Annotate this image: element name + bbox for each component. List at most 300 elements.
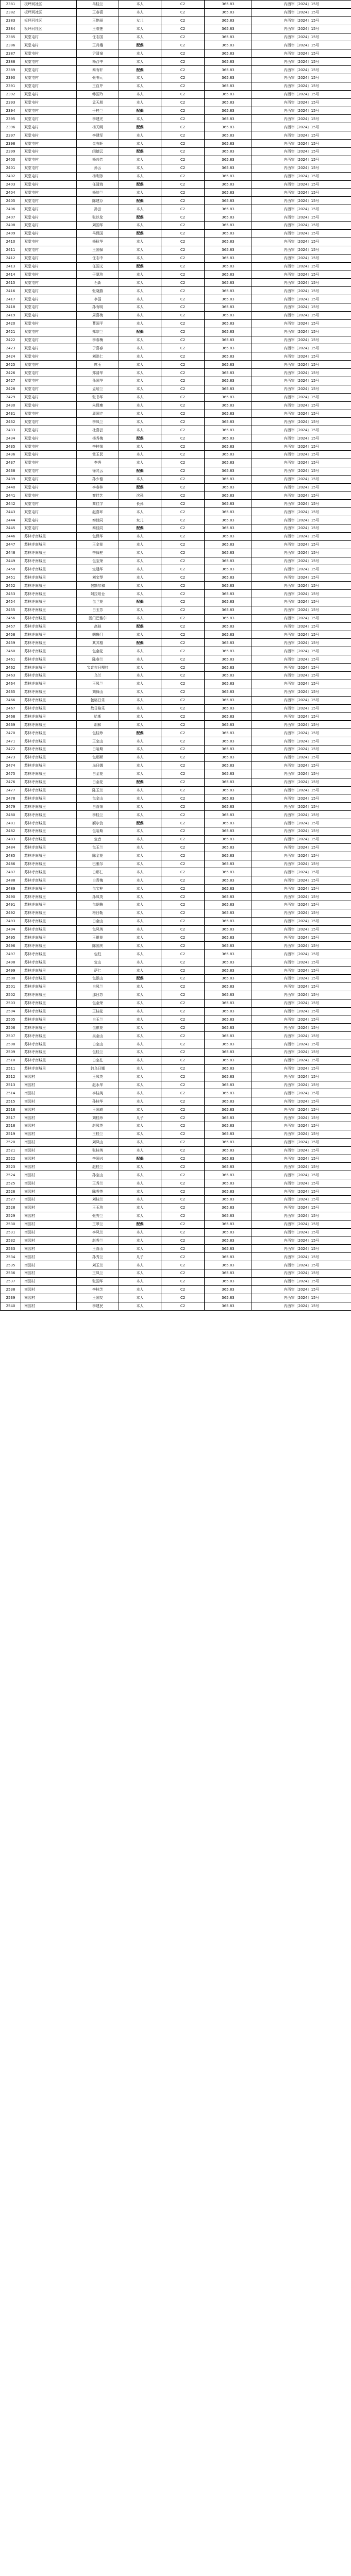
category-cell: C2	[161, 508, 205, 516]
row-number-cell: 2460	[1, 647, 21, 655]
person-name-cell: 张国华	[77, 1277, 119, 1285]
person-name-cell: 李秀	[77, 459, 119, 467]
person-name-cell: 王月娥	[77, 41, 119, 49]
row-number-cell: 2517	[1, 1114, 21, 1122]
approval-doc-cell: 内西审〔2024〕15号	[252, 246, 351, 254]
table-row	[1, 311, 351, 319]
table-row	[1, 1097, 351, 1106]
person-name-cell: 周喜梅	[77, 311, 119, 319]
relation-cell: 配偶	[119, 41, 161, 49]
table-row	[1, 1196, 351, 1204]
person-name-cell: 石新	[77, 279, 119, 287]
row-number-cell: 2448	[1, 549, 21, 557]
category-cell: C2	[161, 434, 205, 443]
table-row	[1, 385, 351, 393]
table-row	[1, 279, 351, 287]
person-name-cell: 格日勒	[77, 909, 119, 917]
category-cell: C2	[161, 794, 205, 803]
row-number-cell: 2471	[1, 737, 21, 745]
relation-cell: 本人	[119, 1040, 161, 1048]
relation-cell: 配偶	[119, 778, 161, 786]
amount-cell: 365.83	[205, 1204, 252, 1212]
table-row	[1, 893, 351, 901]
village-cell: 双堂屯村	[21, 393, 77, 401]
village-cell: 板坪河社区	[21, 25, 77, 33]
table-row	[1, 1302, 351, 1310]
row-number-cell: 2487	[1, 868, 21, 876]
approval-doc-cell: 内西审〔2024〕15号	[252, 377, 351, 385]
row-number-cell: 2492	[1, 909, 21, 917]
row-number-cell: 2519	[1, 1130, 21, 1138]
table-row	[1, 557, 351, 565]
person-name-cell: 尹清泉	[77, 49, 119, 58]
amount-cell: 365.83	[205, 852, 252, 860]
amount-cell: 365.83	[205, 1097, 252, 1106]
village-cell: 双堂屯村	[21, 475, 77, 483]
amount-cell: 365.83	[205, 279, 252, 287]
approval-doc-cell: 内西审〔2024〕15号	[252, 1245, 351, 1253]
village-cell: 苏林寺南城里	[21, 565, 77, 573]
category-cell: C2	[161, 713, 205, 721]
relation-cell: 本人	[119, 868, 161, 876]
approval-doc-cell: 内西审〔2024〕15号	[252, 1097, 351, 1106]
approval-doc-cell: 内西审〔2024〕15号	[252, 950, 351, 958]
relation-cell: 本人	[119, 459, 161, 467]
table-row	[1, 140, 351, 148]
person-name-cell: 陈玉兰	[77, 786, 119, 794]
village-cell: 苏林寺南城里	[21, 532, 77, 540]
amount-cell: 365.83	[205, 1040, 252, 1048]
row-number-cell: 2480	[1, 811, 21, 819]
approval-doc-cell: 内西审〔2024〕15号	[252, 49, 351, 58]
person-name-cell: 乌日娜	[77, 761, 119, 770]
amount-cell: 365.83	[205, 229, 252, 238]
category-cell: C2	[161, 1032, 205, 1040]
village-cell: 双堂屯村	[21, 156, 77, 164]
approval-doc-cell: 内西审〔2024〕15号	[252, 1146, 351, 1155]
village-cell: 苏林寺南城里	[21, 942, 77, 950]
row-number-cell: 2388	[1, 58, 21, 66]
amount-cell: 365.83	[205, 90, 252, 98]
row-number-cell: 2414	[1, 270, 21, 279]
category-cell: C2	[161, 229, 205, 238]
category-cell: C2	[161, 385, 205, 393]
amount-cell: 365.83	[205, 549, 252, 557]
person-name-cell: 杨召中	[77, 58, 119, 66]
amount-cell: 365.83	[205, 1089, 252, 1097]
person-name-cell: 孙有明	[77, 303, 119, 311]
approval-doc-cell: 内西审〔2024〕15号	[252, 1048, 351, 1057]
approval-doc-cell: 内西审〔2024〕15号	[252, 401, 351, 410]
category-cell: C2	[161, 401, 205, 410]
amount-cell: 365.83	[205, 573, 252, 582]
amount-cell: 365.83	[205, 664, 252, 672]
village-cell: 双堂屯村	[21, 131, 77, 140]
village-cell: 双堂屯村	[21, 189, 77, 197]
category-cell: C2	[161, 33, 205, 41]
relation-cell: 本人	[119, 1261, 161, 1269]
village-cell: 双堂屯村	[21, 33, 77, 41]
village-cell: 南园村	[21, 1253, 77, 1261]
person-name-cell: 王自芹	[77, 82, 119, 90]
relation-cell: 配偶	[119, 213, 161, 222]
table-row	[1, 598, 351, 606]
approval-doc-cell: 内西审〔2024〕15号	[252, 622, 351, 631]
amount-cell: 365.83	[205, 876, 252, 885]
relation-cell: 本人	[119, 811, 161, 819]
table-row	[1, 1171, 351, 1179]
table-row	[1, 770, 351, 778]
table-row	[1, 33, 351, 41]
approval-doc-cell: 内西审〔2024〕15号	[252, 311, 351, 319]
category-cell: C2	[161, 1269, 205, 1278]
row-number-cell: 2398	[1, 140, 21, 148]
person-name-cell: 孟培兰	[77, 385, 119, 393]
village-cell: 苏林寺南城里	[21, 925, 77, 934]
table-row	[1, 500, 351, 508]
person-name-cell: 王玉珍	[77, 1204, 119, 1212]
person-name-cell: 孙国华	[77, 377, 119, 385]
amount-cell: 365.83	[205, 745, 252, 754]
village-cell: 板坪河社区	[21, 1, 77, 9]
table-row	[1, 222, 351, 230]
person-name-cell: 李国	[77, 295, 119, 303]
table-row	[1, 443, 351, 451]
approval-doc-cell: 内西审〔2024〕15号	[252, 344, 351, 352]
person-name-cell: 包银山	[77, 974, 119, 982]
relation-cell: 本人	[119, 377, 161, 385]
relation-cell: 本人	[119, 1236, 161, 1245]
table-row	[1, 1015, 351, 1024]
amount-cell: 365.83	[205, 1138, 252, 1146]
village-cell: 双堂屯村	[21, 90, 77, 98]
table-row	[1, 860, 351, 868]
amount-cell: 365.83	[205, 172, 252, 180]
person-name-cell: 朝鲁门	[77, 631, 119, 639]
person-name-cell: 包金荣	[77, 999, 119, 1007]
village-cell: 苏林寺南城里	[21, 778, 77, 786]
table-row	[1, 982, 351, 991]
table-row	[1, 917, 351, 925]
row-number-cell: 2513	[1, 1081, 21, 1089]
category-cell: C2	[161, 1056, 205, 1064]
approval-doc-cell: 内西审〔2024〕15号	[252, 8, 351, 16]
relation-cell: 本人	[119, 582, 161, 590]
table-row	[1, 450, 351, 459]
village-cell: 苏林寺南城里	[21, 655, 77, 664]
relation-cell: 本人	[119, 614, 161, 622]
relation-cell: 本人	[119, 1188, 161, 1196]
table-row	[1, 58, 351, 66]
table-row	[1, 66, 351, 74]
person-name-cell: 赵喜环	[77, 508, 119, 516]
approval-doc-cell: 内西审〔2024〕15号	[252, 942, 351, 950]
relation-cell: 本人	[119, 1245, 161, 1253]
village-cell: 双堂屯村	[21, 107, 77, 115]
category-cell: C2	[161, 467, 205, 475]
approval-doc-cell: 内西审〔2024〕15号	[252, 1261, 351, 1269]
category-cell: C2	[161, 1228, 205, 1236]
person-name-cell: 李凤兰	[77, 1228, 119, 1236]
relation-cell: 本人	[119, 860, 161, 868]
person-name-cell: 杨秋华	[77, 238, 119, 246]
category-cell: C2	[161, 557, 205, 565]
row-number-cell: 2479	[1, 803, 21, 811]
amount-cell: 365.83	[205, 450, 252, 459]
table-row	[1, 229, 351, 238]
village-cell: 双堂屯村	[21, 115, 77, 123]
category-cell: C2	[161, 287, 205, 295]
relation-cell: 女儿	[119, 16, 161, 25]
table-row	[1, 328, 351, 336]
person-name-cell: 包玉兰	[77, 843, 119, 852]
person-name-cell: 王桂兰	[77, 1130, 119, 1138]
approval-doc-cell: 内西审〔2024〕15号	[252, 434, 351, 443]
table-row	[1, 180, 351, 189]
village-cell: 南园村	[21, 1294, 77, 1302]
person-name-cell: 张书华	[77, 393, 119, 401]
relation-cell: 配偶	[119, 729, 161, 737]
approval-doc-cell: 内西审〔2024〕15号	[252, 336, 351, 344]
relation-cell: 本人	[119, 311, 161, 319]
amount-cell: 365.83	[205, 934, 252, 942]
village-cell: 苏林寺南城里	[21, 811, 77, 819]
village-cell: 南园村	[21, 1073, 77, 1081]
table-row	[1, 1, 351, 9]
table-row	[1, 868, 351, 876]
amount-cell: 365.83	[205, 540, 252, 549]
approval-doc-cell: 内西审〔2024〕15号	[252, 565, 351, 573]
category-cell: C2	[161, 189, 205, 197]
village-cell: 苏林寺南城里	[21, 803, 77, 811]
village-cell: 苏林寺南城里	[21, 622, 77, 631]
category-cell: C2	[161, 917, 205, 925]
person-name-cell: 马保国	[77, 229, 119, 238]
row-number-cell: 2496	[1, 942, 21, 950]
village-cell: 双堂屯村	[21, 238, 77, 246]
category-cell: C2	[161, 222, 205, 230]
person-name-cell: 韩国玲	[77, 90, 119, 98]
relation-cell: 本人	[119, 721, 161, 729]
person-name-cell: 包格日乐	[77, 696, 119, 704]
person-name-cell: 王春莲	[77, 25, 119, 33]
person-name-cell: 其其格	[77, 639, 119, 647]
row-number-cell: 2521	[1, 1146, 21, 1155]
approval-doc-cell: 内西审〔2024〕15号	[252, 222, 351, 230]
relation-cell: 配偶	[119, 467, 161, 475]
village-cell: 苏林寺南城里	[21, 573, 77, 582]
row-number-cell: 2425	[1, 361, 21, 369]
village-cell: 双堂屯村	[21, 49, 77, 58]
table-row	[1, 418, 351, 426]
approval-doc-cell: 内西审〔2024〕15号	[252, 647, 351, 655]
village-cell: 南园村	[21, 1171, 77, 1179]
table-row	[1, 172, 351, 180]
row-number-cell: 2526	[1, 1188, 21, 1196]
table-row	[1, 1261, 351, 1269]
village-cell: 双堂屯村	[21, 483, 77, 492]
category-cell: C2	[161, 361, 205, 369]
amount-cell: 365.83	[205, 492, 252, 500]
village-cell: 苏林寺南城里	[21, 860, 77, 868]
row-number-cell: 2438	[1, 467, 21, 475]
person-name-cell: 霍玉民	[77, 450, 119, 459]
approval-doc-cell: 内西审〔2024〕15号	[252, 238, 351, 246]
amount-cell: 365.83	[205, 737, 252, 745]
approval-doc-cell: 内西审〔2024〕15号	[252, 639, 351, 647]
relation-cell: 儿子	[119, 1253, 161, 1261]
approval-doc-cell: 内西审〔2024〕15号	[252, 655, 351, 664]
category-cell: C2	[161, 254, 205, 262]
table-row	[1, 467, 351, 475]
relation-cell: 本人	[119, 532, 161, 540]
village-cell: 双堂屯村	[21, 213, 77, 222]
amount-cell: 365.83	[205, 1220, 252, 1228]
approval-doc-cell: 内西审〔2024〕15号	[252, 295, 351, 303]
table-row	[1, 1106, 351, 1114]
approval-doc-cell: 内西审〔2024〕15号	[252, 696, 351, 704]
person-name-cell: 王宝山	[77, 737, 119, 745]
person-name-cell: 王秀兰	[77, 1179, 119, 1188]
relation-cell: 本人	[119, 393, 161, 401]
village-cell: 苏林寺南城里	[21, 909, 77, 917]
relation-cell: 本人	[119, 843, 161, 852]
village-cell: 南园村	[21, 1155, 77, 1163]
category-cell: C2	[161, 942, 205, 950]
row-number-cell: 2509	[1, 1048, 21, 1057]
approval-doc-cell: 内西审〔2024〕15号	[252, 131, 351, 140]
relation-cell: 本人	[119, 361, 161, 369]
village-cell: 双堂屯村	[21, 58, 77, 66]
category-cell: C2	[161, 492, 205, 500]
table-row	[1, 688, 351, 696]
village-cell: 苏林寺南城里	[21, 1024, 77, 1032]
approval-doc-cell: 内西审〔2024〕15号	[252, 1122, 351, 1130]
row-number-cell: 2389	[1, 66, 21, 74]
amount-cell: 365.83	[205, 1146, 252, 1155]
category-cell: C2	[161, 82, 205, 90]
relation-cell: 本人	[119, 745, 161, 754]
village-cell: 苏林寺南城里	[21, 934, 77, 942]
village-cell: 双堂屯村	[21, 508, 77, 516]
relation-cell: 本人	[119, 794, 161, 803]
table-row	[1, 483, 351, 492]
table-row	[1, 631, 351, 639]
approval-doc-cell: 内西审〔2024〕15号	[252, 369, 351, 377]
relation-cell: 本人	[119, 131, 161, 140]
person-name-cell: 任志国	[77, 33, 119, 41]
village-cell: 双堂屯村	[21, 459, 77, 467]
relation-cell: 本人	[119, 1015, 161, 1024]
village-cell: 苏林寺南城里	[21, 1048, 77, 1057]
amount-cell: 365.83	[205, 516, 252, 524]
village-cell: 苏林寺南城里	[21, 729, 77, 737]
row-number-cell: 2397	[1, 131, 21, 140]
village-cell: 南园村	[21, 1146, 77, 1155]
person-name-cell: 白宝山	[77, 1040, 119, 1048]
person-name-cell: 宝山	[77, 958, 119, 967]
relation-cell: 本人	[119, 664, 161, 672]
person-name-cell: 刘保山	[77, 688, 119, 696]
row-number-cell: 2437	[1, 459, 21, 467]
person-name-cell: 李凤兰	[77, 418, 119, 426]
approval-doc-cell: 内西审〔2024〕15号	[252, 33, 351, 41]
person-name-cell: 刘桂珍	[77, 1114, 119, 1122]
table-row	[1, 254, 351, 262]
approval-doc-cell: 内西审〔2024〕15号	[252, 606, 351, 614]
table-row	[1, 8, 351, 16]
approval-doc-cell: 内西审〔2024〕15号	[252, 287, 351, 295]
table-row	[1, 1007, 351, 1015]
approval-doc-cell: 内西审〔2024〕15号	[252, 1302, 351, 1310]
village-cell: 南园村	[21, 1245, 77, 1253]
relation-cell: 配偶	[119, 197, 161, 205]
village-cell: 苏林寺南城里	[21, 614, 77, 622]
person-name-cell: 孙云	[77, 205, 119, 213]
category-cell: C2	[161, 410, 205, 418]
table-row	[1, 90, 351, 98]
category-cell: C2	[161, 672, 205, 680]
amount-cell: 365.83	[205, 999, 252, 1007]
category-cell: C2	[161, 1171, 205, 1179]
table-row	[1, 761, 351, 770]
table-row	[1, 1179, 351, 1188]
amount-cell: 365.83	[205, 508, 252, 516]
approval-doc-cell: 内西审〔2024〕15号	[252, 229, 351, 238]
category-cell: C2	[161, 573, 205, 582]
approval-doc-cell: 内西审〔2024〕15号	[252, 852, 351, 860]
amount-cell: 365.83	[205, 156, 252, 164]
village-cell: 南园村	[21, 1302, 77, 1310]
table-row	[1, 606, 351, 614]
category-cell: C2	[161, 246, 205, 254]
relation-cell: 本人	[119, 58, 161, 66]
amount-cell: 365.83	[205, 1277, 252, 1285]
village-cell: 双堂屯村	[21, 279, 77, 287]
person-name-cell: 李建民	[77, 1302, 119, 1310]
category-cell: C2	[161, 180, 205, 189]
approval-doc-cell: 内西审〔2024〕15号	[252, 974, 351, 982]
amount-cell: 365.83	[205, 590, 252, 598]
table-row	[1, 107, 351, 115]
category-cell: C2	[161, 172, 205, 180]
row-number-cell: 2534	[1, 1253, 21, 1261]
category-cell: C2	[161, 74, 205, 82]
approval-doc-cell: 内西审〔2024〕15号	[252, 140, 351, 148]
table-row	[1, 1188, 351, 1196]
amount-cell: 365.83	[205, 303, 252, 311]
person-name-cell: 陈国庆	[77, 942, 119, 950]
table-row	[1, 1064, 351, 1073]
relation-cell: 本人	[119, 426, 161, 434]
relation-cell: 本人	[119, 140, 161, 148]
row-number-cell: 2491	[1, 901, 21, 909]
village-cell: 苏林寺南城里	[21, 557, 77, 565]
approval-doc-cell: 内西审〔2024〕15号	[252, 98, 351, 107]
relation-cell: 配偶	[119, 524, 161, 533]
relation-cell: 本人	[119, 172, 161, 180]
category-cell: C2	[161, 622, 205, 631]
amount-cell: 365.83	[205, 205, 252, 213]
village-cell: 双堂屯村	[21, 336, 77, 344]
row-number-cell: 2449	[1, 557, 21, 565]
row-number-cell: 2522	[1, 1155, 21, 1163]
row-number-cell: 2394	[1, 107, 21, 115]
relation-cell: 本人	[119, 1097, 161, 1106]
amount-cell: 365.83	[205, 49, 252, 58]
category-cell: C2	[161, 770, 205, 778]
table-row	[1, 1228, 351, 1236]
